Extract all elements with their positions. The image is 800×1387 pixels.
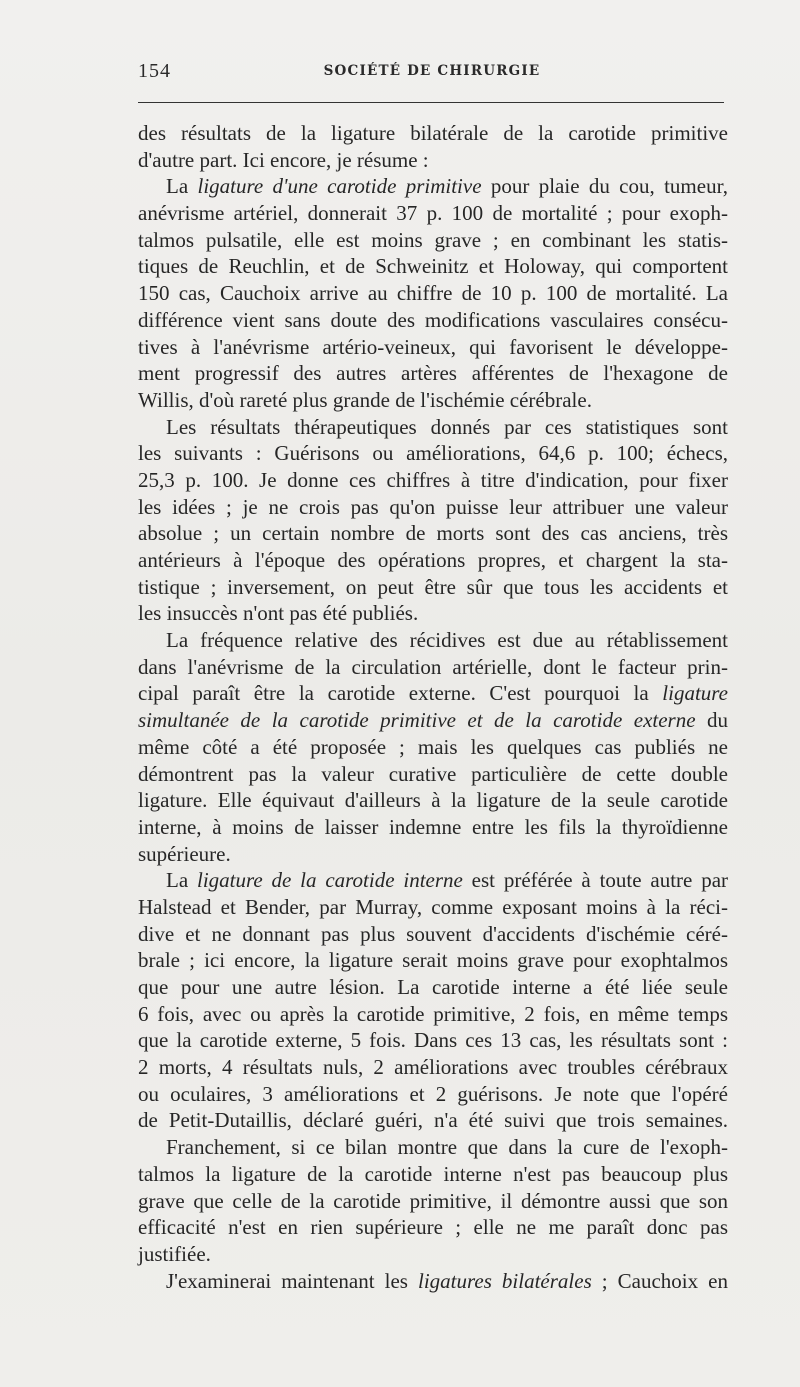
text-segment: tives à l'anévrisme artério-veineux, qui favorisent le développe- [138, 334, 728, 359]
text-line [138, 654, 728, 681]
text-segment: démontrent pas la valeur curative particulière de cette double [138, 761, 728, 786]
text-line [138, 173, 728, 200]
text-line [138, 1134, 728, 1161]
text-line [138, 387, 728, 414]
text-segment: les suivants : Guérisons ou améliorations, 64,6 p. 100; échecs, [138, 441, 728, 466]
text-segment: talmos la ligature de la carotide interne n'est pas beaucoup plus [138, 1161, 728, 1186]
text-segment: pour plaie du cou, tumeur, [481, 174, 728, 199]
italic-text: ligature de la carotide interne [196, 868, 463, 893]
text-line [138, 867, 728, 894]
text-segment: les idées ; je ne crois pas qu'on puisse leur attribuer une valeur [138, 494, 728, 519]
text-segment: est préférée à toute autre par [462, 868, 729, 893]
text-segment: que la carotide externe, 5 fois. Dans ces 13 cas, les résultats sont : [138, 1028, 728, 1053]
text-segment: 6 fois, avec ou après la carotide primitive, 2 fois, en même temps [138, 1001, 728, 1026]
text-segment: Franchement, si ce bilan montre que dans la cure de l'exoph- [166, 1135, 728, 1160]
text-line [138, 120, 728, 147]
text-line [138, 600, 728, 627]
text-segment: La fréquence relative des récidives est due au rétablissement [166, 628, 728, 653]
text-segment: du [695, 708, 728, 733]
text-segment: efficacité n'est en rien supérieure ; elle ne me paraît donc pas [138, 1215, 728, 1240]
text-line [138, 1214, 728, 1241]
text-line [138, 147, 728, 174]
text-segment: différence vient sans doute des modifications vasculaires consécu- [138, 307, 728, 332]
text-segment: ment progressif des autres artères afférentes de l'hexagone de [138, 361, 728, 386]
italic-text: ligature d'une carotide primitive [197, 174, 482, 199]
page-header [138, 60, 726, 90]
text-line [138, 574, 728, 601]
text-line [138, 253, 728, 280]
text-line [138, 707, 728, 734]
text-segment: Les résultats thérapeutiques donnés par ces statistiques sont [166, 414, 728, 439]
text-line [138, 787, 728, 814]
text-line [138, 440, 728, 467]
text-line [138, 1027, 728, 1054]
text-segment: antérieurs à l'époque des opérations propres, et chargent la sta- [138, 548, 728, 572]
text-line [138, 467, 728, 494]
text-segment: des résultats de la ligature bilatérale de la carotide primitive [138, 121, 728, 145]
header-rule [138, 102, 724, 103]
text-segment: ou oculaires, 3 améliorations et 2 guérisons. Je note que l'opéré [138, 1081, 728, 1106]
text-segment: La [166, 868, 197, 893]
text-segment: talmos pulsatile, elle est moins grave ; en combinant les statis- [138, 227, 728, 252]
text-line [138, 974, 728, 1001]
page-number: 154 [138, 60, 171, 82]
italic-text: ligature [662, 681, 728, 706]
text-segment: 150 cas, Cauchoix arrive au chiffre de 10 p. 100 de mortalité. La [138, 281, 728, 306]
text-segment: de Petit-Dutaillis, déclaré guéri, n'a été suivi que trois semaines. [138, 1108, 728, 1133]
text-line [138, 1188, 728, 1215]
text-line [138, 841, 728, 868]
text-segment: les insuccès n'ont pas été publiés. [138, 601, 419, 626]
text-line [138, 1161, 728, 1188]
text-line [138, 227, 728, 254]
text-line [138, 334, 728, 361]
text-line [138, 761, 728, 788]
text-line [138, 894, 728, 921]
text-segment: brale ; ici encore, la ligature serait moins grave pour exophtalmos [138, 948, 728, 973]
text-segment: 2 morts, 4 résultats nuls, 2 améliorations avec troubles cérébraux [138, 1055, 728, 1080]
body-text [138, 120, 728, 1294]
italic-text: ligatures bilatérales [417, 1268, 592, 1293]
text-line [138, 1054, 728, 1081]
text-segment: justifiée. [138, 1241, 211, 1266]
text-line [138, 680, 728, 707]
text-line [138, 494, 728, 521]
text-segment: 25,3 p. 100. Je donne ces chiffres à titre d'indication, pour fixer [138, 467, 728, 492]
text-segment: Halstead et Bender, par Murray, comme exposant moins à la réci- [138, 894, 728, 919]
text-segment: ; Cauchoix en [591, 1268, 729, 1293]
text-segment: d'autre part. Ici encore, je résume : [138, 147, 429, 172]
text-line [138, 1081, 728, 1108]
text-segment: dans l'anévrisme de la circulation artérielle, dont le facteur prin- [138, 654, 728, 679]
text-segment: ligature. Elle équivaut d'ailleurs à la ligature de la seule carotide [138, 788, 728, 813]
text-line [138, 414, 728, 441]
text-segment: cipal paraît être la carotide externe. C'est pourquoi la [138, 681, 663, 706]
text-line [138, 921, 728, 948]
text-line [138, 360, 728, 387]
text-segment: interne, à moins de laisser indemne entre les fils la thyroïdienne [138, 814, 728, 839]
text-segment: J'examinerai maintenant les [166, 1268, 418, 1293]
text-segment: absolue ; un certain nombre de morts sont des cas anciens, très [138, 521, 728, 546]
text-line [138, 200, 728, 227]
text-line [138, 814, 728, 841]
text-line [138, 1241, 728, 1268]
text-segment: dive et ne donnant pas plus souvent d'accidents d'ischémie céré- [138, 921, 728, 946]
text-segment: tistique ; inversement, on peut être sûr que tous les accidents et [138, 574, 728, 599]
text-segment: tiques de Reuchlin, et de Schweinitz et Holoway, qui comportent [138, 254, 728, 279]
text-line [138, 947, 728, 974]
text-line [138, 520, 728, 547]
text-line [138, 627, 728, 654]
text-line [138, 1268, 728, 1295]
text-line [138, 280, 728, 307]
text-line [138, 307, 728, 334]
running-title: SOCIÉTÉ DE CHIRURGIE [323, 63, 541, 79]
italic-text: simultanée de la carotide primitive et de la carotide externe [138, 708, 696, 733]
text-segment: Willis, d'où rareté plus grande de l'ischémie cérébrale. [138, 387, 592, 412]
text-line [138, 1107, 728, 1134]
text-line [138, 547, 728, 574]
text-line [138, 734, 728, 761]
text-segment: que pour une autre lésion. La carotide interne a été liée seule [138, 975, 728, 999]
text-segment: anévrisme artériel, donnerait 37 p. 100 de mortalité ; pour exoph- [138, 201, 728, 226]
text-segment: supérieure. [138, 841, 231, 866]
text-segment: La [166, 174, 198, 199]
text-segment: grave que celle de la carotide primitive, il démontre aussi que son [138, 1188, 728, 1213]
text-line [138, 1001, 728, 1028]
text-segment: même côté a été proposée ; mais les quelques cas publiés ne [138, 734, 728, 759]
